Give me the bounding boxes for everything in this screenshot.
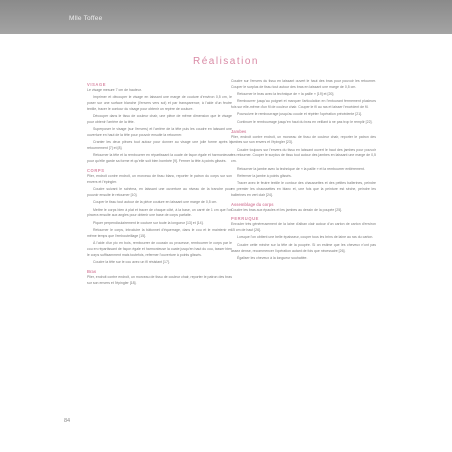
- paragraph: Imprimer et découper le visage en laissant une marge de couture d'environ 0,5 cm, le poser sur une surface blanche (l'envers vers soi) et par transparence, à l'aide d'un feutre textile, tracer le contour du visage pour obtenir un repère de couture.: [87, 95, 232, 111]
- paragraph: Plier, endroit contre endroit, un morceau de tissu blanc, reporter le patron du corps sur son envers et l'épingler.: [87, 174, 232, 184]
- paragraph: Égaliser les cheveux à la longueur souhaitée.: [237, 255, 308, 260]
- paragraph: Tracer avec le feutre textile le contour des chaussettes et des petites ballerines, peindre en premier les chaussettes en blanc et, une fois que la peinture est sèche, peindre les ballerines en vert clair [24].: [231, 181, 376, 197]
- paragraph: Poursuivre le rembourrage jusqu'au coude et répéter l'opération précédente [21].: [237, 112, 363, 117]
- section-heading: Bras: [87, 268, 97, 274]
- paragraph: Coudre suivant le schéma, en laissant une ouverture au niveau de la tranche pour pouvoir ensuite le retourner [10].: [87, 187, 232, 197]
- section-heading: CORPS: [87, 168, 105, 174]
- paragraph: Coudre cette mèche sur la tête de la poupée. Si on estime que les cheveux n'ont pas assez dense, recommencer l'opération autant de fois que nécessaire [26].: [231, 242, 376, 253]
- paragraph: Coudre sur l'envers du tissu en laissant ouvert le haut des bras pour pouvoir les retourner. Couper le surplus de tissu tout autour des bras en laissant une marge de 0,5 cm.: [231, 79, 376, 89]
- paragraph: Continuer le rembourrage jusqu'en haut du bras en veillant à ne pas trop le remplir [22].: [237, 119, 373, 124]
- page-header-band: [0, 0, 452, 34]
- paragraph: Lorsque l'on obtient une belle épaisseur, couper tous les brins de laine au ras du carton.: [237, 235, 374, 240]
- section-heading: Jambes: [231, 128, 247, 134]
- paragraph: Enrouler très généreusement de la laine d'alban clair autour d'un carton de carton d'environ 15 cm de haut [26].: [231, 222, 376, 233]
- paragraph: Plier, endroit contre endroit, un morceau de tissu de couleur chair, reporter le patron des bras sur son envers et l'épingler [18].: [87, 274, 232, 285]
- section-heading: Assemblage du corps: [231, 201, 274, 207]
- paragraph: Le visage mesure 7 cm de hauteur.: [87, 88, 142, 92]
- paragraph: Superposer le visage (sur l'envers) et l'arrière de la tête puis les coudre en laissant une ouverture en haut de la tête pour pouvoir ensuite la retourner.: [87, 127, 232, 138]
- paragraph: Retourner le bras avec la technique de « la paille » [19] et [20].: [237, 92, 335, 97]
- paragraph: Retourner la jambe avec la technique de « la paille » et la rembourrer entièrement.: [237, 166, 365, 171]
- text-column-right: [231, 79, 376, 263]
- section-heading: VISAGE: [87, 82, 107, 87]
- paragraph: Cranter les deux pièces tout autour pour donner au visage une jolie forme après le retournement [7] et [8].: [87, 140, 232, 151]
- paragraph: Retourner le corps, introduire la bâtonnet d'équerrage, dans le cou et le maintenir en même temps que l'embouteillage [15].: [87, 227, 232, 238]
- section-heading: PERRUQUE: [231, 216, 260, 222]
- text-column-left: [87, 79, 232, 288]
- paragraph: À l'aide d'un pic en bois, rembourrer de coussin ou prouesse, rembourrer le corps par le cou en répartissant de façon égale et harmonieuse la ouate jusqu'en haut du cou, tasser bien le corps suffisamment mais toutefois, refermer l'ouverture à points glissés.: [87, 241, 232, 257]
- page-number: 84: [64, 418, 71, 424]
- paragraph: Coudre la tête sur le cou avec un fil résistant [17].: [93, 259, 170, 264]
- paragraph: Couper le tissu tout autour de la pièce couture en laissant une marge de 0,5 cm.: [93, 200, 218, 205]
- paragraph: Découper dans le tissu de couleur chair, une pièce de même dimension que le visage pour obtenir l'arrière de la tête.: [87, 114, 232, 124]
- paragraph: Coudre les bras aux épaules et les jambes au dessin de la poupée [25].: [231, 207, 343, 212]
- paragraph: Rembourrer jusqu'au poignet et marquer l'articulation en l'entourant fermement plusieurs fois sur elle-même d'un fil de couleur chair. Couper le fil au ras et laisser l'excédent de fil.: [231, 99, 376, 110]
- paragraph: Mettre le corps bien à plat et tracer de chaque côté, à la base, un carré de 1 cm que l'on pincera ensuite aux angles pour obtenir une base de corps parfaite.: [87, 207, 232, 218]
- paragraph: Piquer perpendiculairement le couture sur toute la longueur [13] et [14].: [93, 220, 204, 225]
- paragraph: Retourner la tête et la rembourrer en répartissant la ouate de façon égale et harmonieuse pour qu'elle garde sa forme et qu'elle soit bien bombée [9]. Fermer la tête à points glissés.: [87, 153, 232, 164]
- page-title: Réalisation: [193, 56, 259, 67]
- paragraph: Plier, endroit contre endroit, un morceau de tissu de couleur chair, reporter le patron des jambes sur son envers et l'épingler [23].: [231, 134, 376, 145]
- paragraph: Refermer la jambe à points glissés.: [237, 173, 292, 178]
- paragraph: Coudre toujours sur l'envers du tissu en laissant ouvert le haut des jambes pour pouvoir les retourner. Couper le surplus de tissu tout autour des jambes en laissant une marge de 0,5 cm.: [231, 147, 376, 164]
- running-header-title: Mlle Toffee: [69, 15, 103, 22]
